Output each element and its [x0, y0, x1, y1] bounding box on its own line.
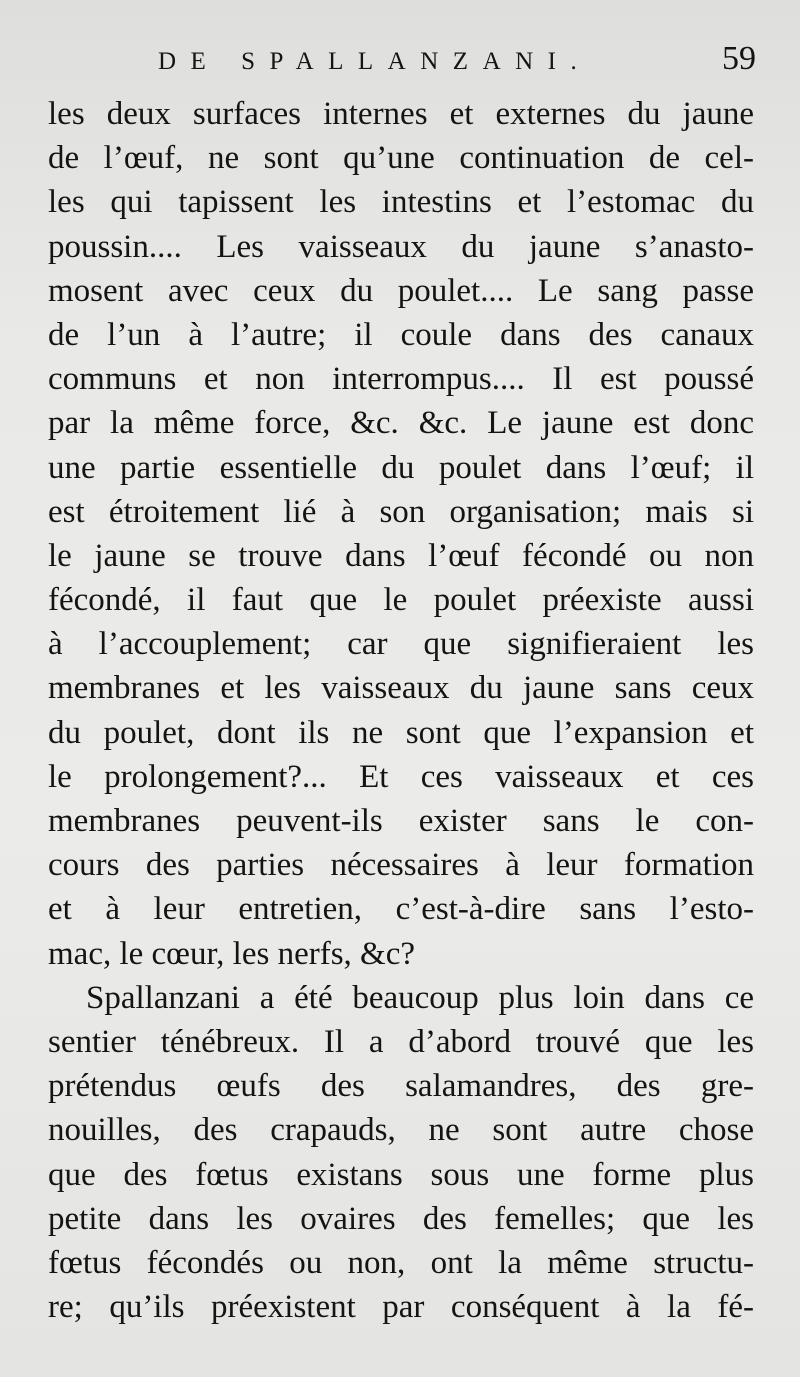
text-line: est étroitement lié à son organisation; mais si [48, 493, 754, 530]
page-number: 59 [722, 40, 756, 77]
text-line: mac, le cœur, les nerfs, &c? [48, 935, 416, 972]
running-head: DE SPALLANZANI. [158, 48, 592, 75]
page-header [46, 40, 756, 86]
body-text [48, 92, 754, 1329]
paragraph-1 [48, 92, 754, 976]
text-line: les deux surfaces internes et externes du jaune [48, 96, 754, 132]
text-line: membranes peuvent-ils exister sans le con- [48, 803, 754, 839]
text-line: sentier ténébreux. Il a d’abord trouvé que les [48, 1023, 754, 1060]
text-line: du poulet, dont ils ne sont que l’expansion et [48, 714, 754, 751]
text-line: communs et non interrompus.... Il est poussé [48, 361, 754, 398]
text-line: poussin.... Les vaisseaux du jaune s’anasto- [48, 228, 754, 265]
text-line: le jaune se trouve dans l’œuf fécondé ou non [48, 537, 754, 574]
text-line: les qui tapissent les intestins et l’estomac du [48, 184, 754, 221]
text-line: que des fœtus existans sous une forme plus [48, 1156, 754, 1193]
text-line: membranes et les vaisseaux du jaune sans ceux [48, 670, 754, 707]
text-line: Spallanzani a été beaucoup plus loin dans ce [86, 979, 754, 1016]
text-line: fœtus fécondés ou non, ont la même structu- [48, 1244, 754, 1281]
text-line: mosent avec ceux du poulet.... Le sang passe [48, 272, 754, 309]
text-line: une partie essentielle du poulet dans l’œuf; il [48, 449, 754, 486]
text-line: le prolongement?... Et ces vaisseaux et ces [48, 758, 754, 795]
paragraph-2 [48, 976, 754, 1330]
text-line: fécondé, il faut que le poulet préexiste aussi [48, 582, 754, 619]
text-line: par la même force, &c. &c. Le jaune est donc [48, 405, 754, 442]
text-line: cours des parties nécessaires à leur formation [48, 847, 754, 884]
text-line: petite dans les ovaires des femelles; que les [48, 1200, 754, 1237]
text-line: prétendus œufs des salamandres, des gre- [48, 1068, 754, 1105]
text-line: et à leur entretien, c’est-à-dire sans l’esto- [48, 891, 754, 928]
text-line: de l’un à l’autre; il coule dans des canaux [48, 316, 754, 353]
text-line: de l’œuf, ne sont qu’une continuation de cel- [48, 140, 754, 177]
text-line: nouilles, des crapauds, ne sont autre chose [48, 1112, 754, 1149]
text-line: re; qu’ils préexistent par conséquent à la fé- [48, 1289, 754, 1326]
text-line: à l’accouplement; car que signifieraient les [48, 626, 754, 663]
